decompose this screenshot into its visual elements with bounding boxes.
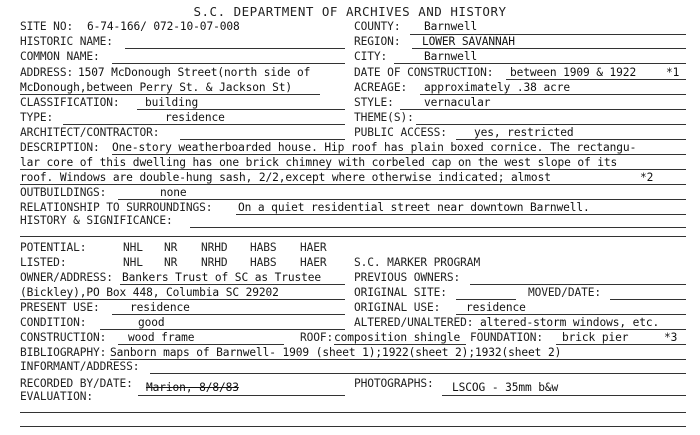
date-construction-label: DATE OF CONSTRUCTION: xyxy=(354,66,494,79)
classification-underline xyxy=(137,109,345,110)
description-underline-1 xyxy=(112,154,686,155)
acreage-value: approximately .38 acre xyxy=(424,81,570,94)
history-label: HISTORY & SIGNIFICANCE: xyxy=(20,214,173,227)
potential-label: POTENTIAL: xyxy=(20,241,87,254)
relationship-underline xyxy=(236,214,686,215)
altered-value: altered-storm windows, etc. xyxy=(480,316,660,329)
foundation-note: *3 xyxy=(664,331,678,344)
present-use-value: residence xyxy=(130,301,190,314)
photographs-value: LSCOG - 35mm b&w xyxy=(452,381,559,394)
description-underline-3 xyxy=(20,184,686,185)
owner-line2: (Bickley),PO Box 448, Columbia SC 29202 xyxy=(20,286,279,299)
previous-owners-label: PREVIOUS OWNERS: xyxy=(354,271,461,284)
common-name-underline xyxy=(112,63,345,64)
owner-line1: Bankers Trust of SC as Trustee xyxy=(122,271,322,284)
photographs-label: PHOTOGRAPHS: xyxy=(354,377,434,390)
region-label: REGION: xyxy=(354,35,401,48)
evaluation-underline xyxy=(20,412,686,413)
construction-value: wood frame xyxy=(128,331,195,344)
original-use-underline xyxy=(456,314,686,315)
date-construction-note: *1 xyxy=(666,66,680,79)
condition-underline xyxy=(100,329,345,330)
roof-value: composition shingle xyxy=(334,331,461,344)
city-label: CITY: xyxy=(354,50,388,63)
condition-label: CONDITION: xyxy=(20,316,87,329)
card-title: S.C. DEPARTMENT OF ARCHIVES AND HISTORY xyxy=(193,4,507,19)
type-value: residence xyxy=(165,111,225,124)
style-label: STYLE: xyxy=(354,96,394,109)
address-line1: 1507 McDonough Street(north side of xyxy=(78,66,311,79)
listed-nrhd[interactable]: NRHD xyxy=(201,256,228,269)
site-no-label: SITE NO: xyxy=(20,20,74,33)
county-label: COUNTY: xyxy=(354,20,401,33)
construction-label: CONSTRUCTION: xyxy=(20,331,107,344)
roof-label: ROOF: xyxy=(300,331,334,344)
evaluation-underline-2 xyxy=(20,426,686,427)
relationship-value: On a quiet residential street near downtown Barnwell. xyxy=(238,201,590,214)
address-line2: McDonough,between Perry St. & Jackson St) xyxy=(20,81,293,94)
original-use-label: ORIGINAL USE: xyxy=(354,301,441,314)
foundation-value: brick pier xyxy=(562,331,629,344)
date-construction-underline xyxy=(506,79,686,80)
construction-underline xyxy=(118,344,284,345)
outbuildings-underline xyxy=(118,199,686,200)
city-underline xyxy=(394,63,686,64)
type-label: TYPE: xyxy=(20,111,54,124)
potential-haer[interactable]: HAER xyxy=(300,241,327,254)
owner-underline-1 xyxy=(120,284,345,285)
architect-underline xyxy=(180,139,345,140)
present-use-label: PRESENT USE: xyxy=(20,301,100,314)
site-no-value: 6-74-166/ 072-10-07-008 xyxy=(87,20,240,33)
recorded-by-label: RECORDED BY/DATE: xyxy=(20,377,133,390)
photographs-underline xyxy=(442,395,686,396)
history-underline-2 xyxy=(20,236,686,237)
public-access-label: PUBLIC ACCESS: xyxy=(354,126,447,139)
marker-label: S.C. MARKER PROGRAM xyxy=(354,256,481,269)
owner-label: OWNER/ADDRESS: xyxy=(20,271,113,284)
style-value: vernacular xyxy=(424,96,491,109)
potential-habs[interactable]: HABS xyxy=(250,241,277,254)
style-underline xyxy=(400,109,686,110)
listed-habs[interactable]: HABS xyxy=(250,256,277,269)
potential-nrhd[interactable]: NRHD xyxy=(201,241,228,254)
recorded-by-underline xyxy=(138,395,345,396)
original-site-label: ORIGINAL SITE: xyxy=(354,286,447,299)
historic-name-underline xyxy=(125,48,345,49)
historic-name-label: HISTORIC NAME: xyxy=(20,35,113,48)
address-underline xyxy=(20,94,320,95)
public-access-underline xyxy=(456,139,686,140)
themes-underline xyxy=(416,124,686,125)
foundation-label: FOUNDATION: xyxy=(470,331,543,344)
moved-date-underline xyxy=(610,299,686,300)
acreage-underline xyxy=(420,94,686,95)
listed-nhl[interactable]: NHL xyxy=(123,256,143,269)
listed-nr[interactable]: NR xyxy=(164,256,178,269)
owner-underline-2 xyxy=(20,299,345,300)
previous-owners-underline xyxy=(470,284,686,285)
listed-haer[interactable]: HAER xyxy=(300,256,327,269)
bibliography-value: Sanborn maps of Barnwell- 1909 (sheet 1);1922(sheet 2);1932(sheet 2) xyxy=(110,346,562,359)
acreage-label: ACREAGE: xyxy=(354,81,408,94)
region-value: LOWER SAVANNAH xyxy=(422,35,515,48)
present-use-underline xyxy=(112,314,345,315)
classification-label: CLASSIFICATION: xyxy=(20,96,120,109)
altered-underline xyxy=(478,329,686,330)
moved-date-label: MOVED/DATE: xyxy=(528,286,601,299)
outbuildings-label: OUTBUILDINGS: xyxy=(20,186,107,199)
address-label: ADDRESS: xyxy=(20,66,74,79)
history-underline xyxy=(190,227,686,228)
listed-label: LISTED: xyxy=(20,256,67,269)
informant-label: INFORMANT/ADDRESS: xyxy=(20,360,140,373)
informant-underline xyxy=(150,373,686,374)
description-line2: lar core of this dwelling has one brick chimney with corbeled cap on the west slope of its xyxy=(20,156,618,169)
potential-nhl[interactable]: NHL xyxy=(123,241,143,254)
type-underline xyxy=(63,124,345,125)
outbuildings-value: none xyxy=(160,186,187,199)
county-value: Barnwell xyxy=(424,20,478,33)
bibliography-label: BIBLIOGRAPHY: xyxy=(20,346,107,359)
description-label: DESCRIPTION: xyxy=(20,141,100,154)
public-access-value: yes, restricted xyxy=(474,126,574,139)
original-use-value: residence xyxy=(466,301,526,314)
recorded-by-value: Marion, 8/8/83 xyxy=(146,381,239,394)
roof-underline xyxy=(334,344,466,345)
bibliography-underline xyxy=(110,359,686,360)
original-site-underline xyxy=(456,299,516,300)
description-underline-2 xyxy=(20,169,686,170)
evaluation-label: EVALUATION: xyxy=(20,390,93,403)
classification-value: building xyxy=(145,96,199,109)
common-name-label: COMMON NAME: xyxy=(20,50,100,63)
region-underline xyxy=(412,48,686,49)
date-construction-value: between 1909 & 1922 xyxy=(510,66,637,79)
condition-value: good xyxy=(138,316,165,329)
description-line1: One-story weatherboarded house. Hip roof has plain boxed cornice. The rectangu- xyxy=(112,141,637,154)
architect-label: ARCHITECT/CONTRACTOR: xyxy=(20,126,160,139)
altered-label: ALTERED/UNALTERED: xyxy=(354,316,474,329)
themes-label: THEME(S): xyxy=(354,111,414,124)
foundation-underline xyxy=(556,344,686,345)
city-value: Barnwell xyxy=(424,50,478,63)
description-note: *2 xyxy=(640,171,654,184)
potential-nr[interactable]: NR xyxy=(164,241,178,254)
relationship-label: RELATIONSHIP TO SURROUNDINGS: xyxy=(20,201,213,214)
description-line3: roof. Windows are double-hung sash, 2/2,except where otherwise indicated; almost xyxy=(20,171,551,184)
